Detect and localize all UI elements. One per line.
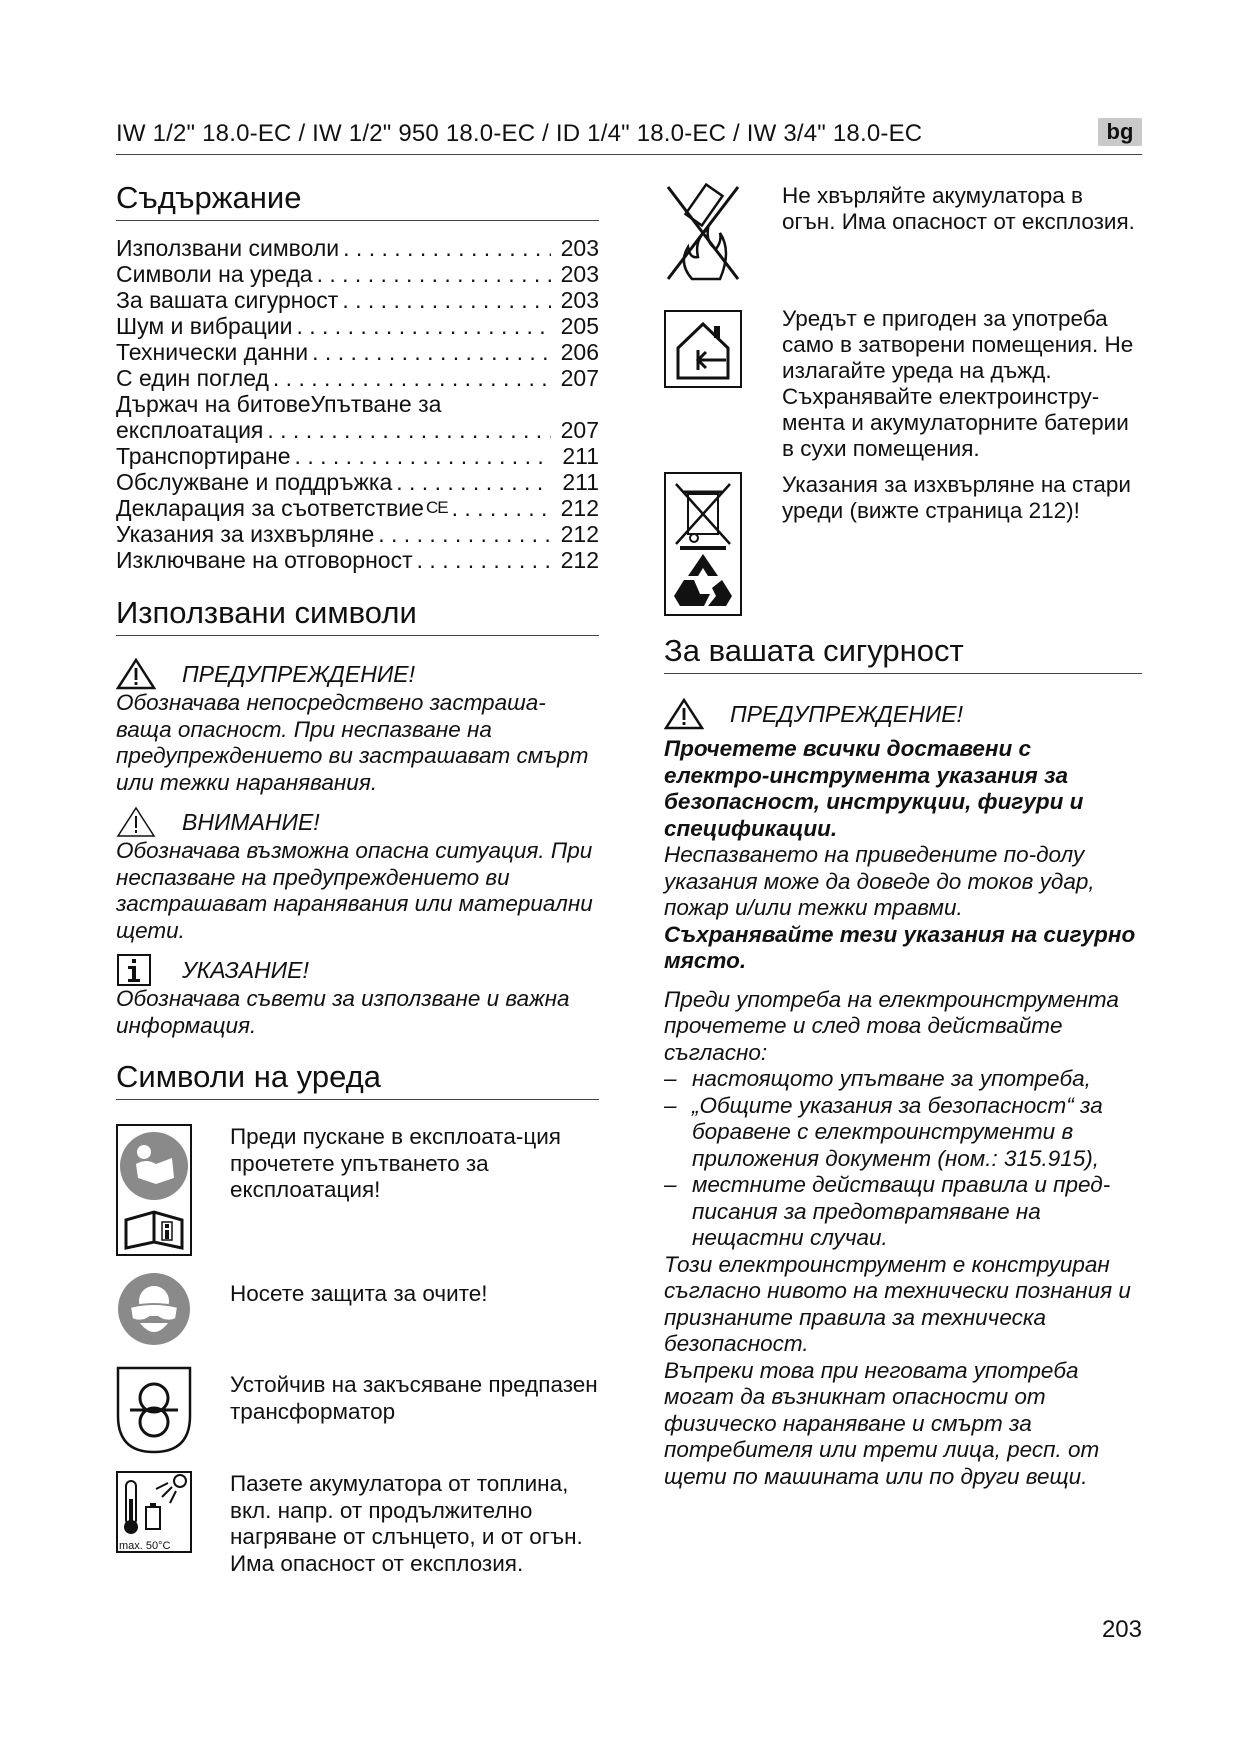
safety-list-item: – настоящото упътване за употреба, [664, 1066, 1142, 1093]
heat-warning-icon [116, 1471, 192, 1577]
right-symbol-text: Указания за изхвърляне на стари уреди (вижте страница 212)! [782, 472, 1131, 523]
toc-entry-page: 203 [560, 235, 599, 261]
safety-list [664, 1066, 1142, 1252]
toc-entry-title: Изключване на отговорност [116, 547, 413, 573]
toc-leader-dots [452, 495, 551, 521]
toc-entry-page: 203 [560, 261, 599, 287]
device-symbol-text: Пазете акумулатора от топлина, вкл. напр. от продължително нагряване от слънцето, и от огън. Има опасност от експлозия. [230, 1471, 583, 1576]
toc-entry-title: Декларация за съответствие [116, 495, 424, 521]
info-head: УКАЗАНИЕ! [182, 956, 309, 983]
safety-bold-1: Прочетете всички доставени с електро-инструмента указания за безопасност, инструкции, фигури и спецификации. [664, 736, 1084, 841]
toc-entry[interactable] [116, 287, 599, 313]
device-symbol-row [116, 1366, 599, 1459]
manual-read-icon [116, 1124, 192, 1261]
toc-entry[interactable] [116, 365, 599, 391]
toc-entry-page: 206 [560, 339, 599, 365]
toc-leader-dots [396, 469, 551, 495]
warning-triangle-icon [116, 658, 156, 690]
toc-leader-dots [273, 365, 551, 391]
right-symbol-row [664, 306, 1142, 462]
right-symbol-text: Уредът е пригоден за употреба само в затворени помещения. Не излагайте уреда на дъжд. Съхранявайте електроинстру-мента и акумулаторните батерии в сухи помещения. [782, 306, 1134, 461]
table-of-contents [116, 235, 599, 573]
safety-text-4: Въпреки това при неговата употреба могат да възникнат опасности от физическо нараняване и смърт за потребителя или трети лица, респ. от щети по машината или по други вещи. [664, 1357, 1100, 1489]
info-icon [116, 954, 156, 986]
toc-entry-title: Обслужване и поддръжка [116, 469, 393, 495]
goggles-icon [116, 1271, 192, 1352]
toc-entry[interactable] [116, 469, 599, 495]
info-body: Обозначава съвети за използване и важна информация. [116, 986, 570, 1038]
toc-entry-title: експлоатация [116, 417, 264, 443]
toc-entry-title: Използвани символи [116, 235, 340, 261]
device-symbol-text: Устойчив на закъсяване предпазен трансформатор [230, 1372, 598, 1424]
toc-entry-title: Транспортиране [116, 443, 291, 469]
warning-note [116, 658, 599, 796]
no-fire-battery-icon [664, 183, 742, 288]
safety-text-1: Неспазването на приведените по-долу указания може да доведе до токов удар, пожар и/или тежки травми. [664, 842, 1095, 920]
toc-entry-page: 212 [560, 495, 599, 521]
toc-entry-title: Символи на уреда [116, 261, 313, 287]
toc-entry[interactable] [116, 261, 599, 287]
safety-transformer-icon [116, 1366, 192, 1459]
toc-entry-title: Указания за изхвърляне [116, 521, 375, 547]
disposal-recycle-icon [664, 472, 742, 621]
ce-mark-icon: CE [425, 498, 448, 517]
language-badge: bg [1098, 118, 1142, 146]
toc-leader-dots [378, 521, 551, 547]
caution-head: ВНИМАНИЕ! [182, 808, 320, 835]
device-symbol-text: Преди пускане в експлоата-ция прочетете упътването за експлоатация! [230, 1124, 561, 1202]
toc-entry-title: Държач на битовеУпътване за [116, 391, 442, 417]
info-note [116, 954, 599, 1039]
device-symbol-row [116, 1271, 599, 1352]
safety-warning-head: ПРЕДУПРЕЖДЕНИЕ! [730, 700, 964, 727]
toc-leader-dots [267, 417, 551, 443]
toc-leader-dots [312, 339, 551, 365]
safety-block [664, 698, 1142, 1490]
toc-leader-dots [343, 235, 551, 261]
device-symbol-row [116, 1124, 599, 1261]
right-symbol-row [664, 472, 1142, 621]
heat-warning-label: max. 50°C [119, 1540, 171, 1552]
warning-head: ПРЕДУПРЕЖДЕНИЕ! [182, 660, 416, 687]
safety-list-item: – „Общите указания за безопасност“ за боравене с електроинструменти в приложения документ (ном.: 315.915), [664, 1093, 1142, 1173]
right-symbol-row [664, 183, 1142, 288]
toc-leader-dots [295, 443, 551, 469]
caution-triangle-icon [116, 806, 156, 838]
toc-entry[interactable] [116, 391, 599, 417]
toc-entry-page: 205 [560, 313, 599, 339]
safety-bold-2: Съхранявайте тези указания на сигурно място. [664, 921, 1136, 973]
safety-list-item: – местните действащи правила и пред-писания за предотвратяване на нещастни случаи. [664, 1172, 1142, 1252]
toc-leader-dots [342, 287, 551, 313]
caution-body: Обозначава възможна опасна ситуация. При неспазване на предупреждението ви застрашават наранявания или материални щети. [116, 838, 593, 943]
device-symbols-title: Символи на уреда [116, 1059, 599, 1100]
toc-entry-page: 212 [560, 547, 599, 573]
toc-entry[interactable] [116, 339, 599, 365]
toc-entry-title: Шум и вибрации [116, 313, 293, 339]
toc-entry[interactable] [116, 547, 599, 573]
device-symbol-text: Носете защита за очите! [230, 1281, 488, 1306]
toc-entry-title: Технически данни [116, 339, 309, 365]
toc-entry-page: 203 [560, 287, 599, 313]
safety-text-3: Този електроинструмент е конструиран съгласно нивото на технически познания и признаните правила за техническа безопасност. [664, 1251, 1131, 1356]
toc-entry[interactable] [116, 521, 599, 547]
toc-leader-dots [296, 313, 551, 339]
toc-entry-page: 211 [562, 443, 599, 469]
toc-entry-title: За вашата сигурност [116, 287, 339, 313]
device-symbol-row [116, 1471, 599, 1577]
left-column [116, 180, 599, 1577]
toc-leader-dots [317, 261, 551, 287]
safety-text-2: Преди употреба на електроинструмента прочетете и след това действайте съгласно: [664, 986, 1119, 1065]
toc-leader-dots [417, 547, 551, 573]
toc-title: Съдържание [116, 180, 599, 221]
safety-title: За вашата сигурност [664, 633, 1142, 674]
caution-note [116, 806, 599, 944]
toc-entry[interactable] [116, 313, 599, 339]
toc-entry[interactable] [116, 235, 599, 261]
toc-entry[interactable] [116, 417, 599, 443]
header-title: IW 1/2" 18.0-EC / IW 1/2" 950 18.0-EC / ID 1/4" 18.0-EC / IW 3/4" 18.0-EC [116, 120, 923, 147]
symbols-used-title: Използвани символи [116, 595, 599, 636]
toc-entry-page: 207 [560, 365, 599, 391]
warning-triangle-icon [664, 698, 704, 730]
toc-entry-page: 212 [560, 521, 599, 547]
toc-entry[interactable] [116, 443, 599, 469]
right-column [664, 183, 1142, 1490]
toc-entry[interactable] [116, 495, 599, 521]
page-number: 203 [1101, 1616, 1142, 1643]
toc-entry-title: С един поглед [116, 365, 269, 391]
toc-entry-page: 211 [562, 469, 599, 495]
toc-entry-page: 207 [560, 417, 599, 443]
warning-body: Обозначава непосредствено застраша-ваща опасност. При неспазване на предупреждението ви застрашават смърт или тежки наранявания. [116, 690, 589, 795]
right-symbol-text: Не хвърляйте акумулатора в огън. Има опасност от експлозия. [782, 183, 1135, 234]
page-header [116, 120, 1142, 155]
indoor-use-icon [664, 310, 742, 462]
